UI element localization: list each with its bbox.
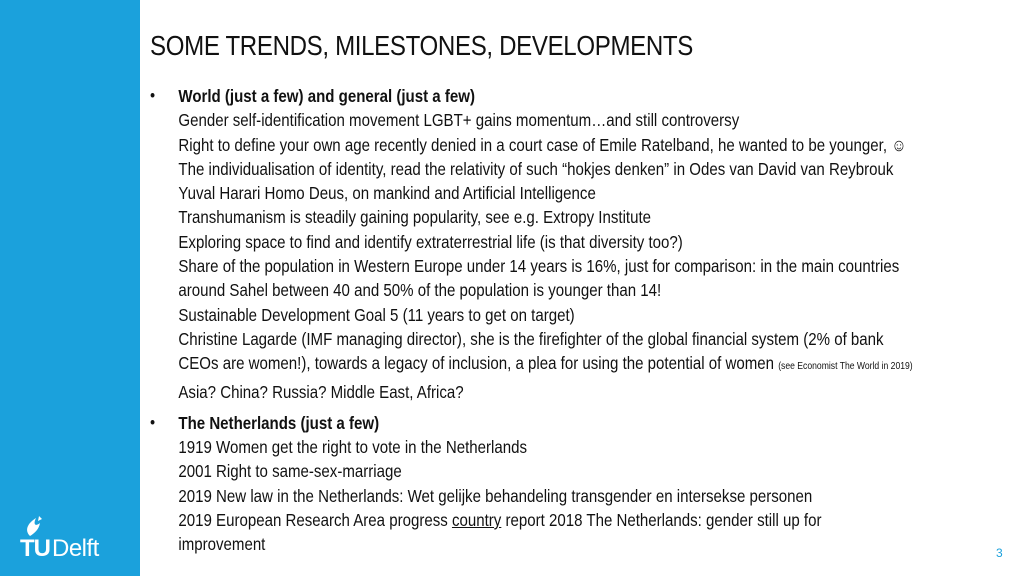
netherlands-heading: The Netherlands (just a few) — [178, 412, 380, 433]
era-prefix: 2019 European Research Area progress — [178, 510, 452, 531]
tudelft-logo — [18, 515, 128, 562]
list-item — [178, 508, 958, 532]
list-item: Gender self-identification movement LGBT+ gains momentum…and still controversy — [178, 110, 740, 131]
world-section — [150, 84, 958, 404]
country-link[interactable]: country — [451, 510, 502, 531]
list-item: Asia? China? Russia? Middle East, Africa? — [178, 381, 464, 402]
list-item: 1919 Women get the right to vote in the Netherlands — [178, 437, 527, 458]
logo-delft: Delft — [52, 535, 99, 562]
list-item: 2001 Right to same-sex-marriage — [178, 461, 402, 482]
economist-note: (see Economist The World in 2019) — [778, 361, 913, 373]
netherlands-section — [150, 411, 958, 557]
bullet: • — [150, 412, 156, 432]
list-item: 2019 New law in the Netherlands: Wet gelijke behandeling transgender en intersekse personen — [178, 485, 813, 506]
list-item: The individualisation of identity, read the relativity of such “hokjes denken” in Odes van David van Reybrouk — [178, 158, 894, 179]
bullet: • — [150, 86, 156, 105]
list-item: Right to define your own age recently denied in a court case of Emile Ratelband, he wanted to be younger, ☺ — [178, 134, 907, 155]
list-item: Sustainable Development Goal 5 (11 years to get on target) — [178, 304, 575, 325]
list-item — [178, 351, 958, 379]
sidebar — [0, 0, 140, 576]
logo-tu: TU — [20, 535, 50, 562]
list-item: Christine Lagarde (IMF managing director), she is the firefighter of the global financial system (2% of bank — [178, 328, 884, 349]
world-heading: World (just a few) and general (just a few) — [178, 86, 475, 106]
page-number: 3 — [996, 546, 1003, 560]
slide-title: SOME TRENDS, MILESTONES, DEVELOPMENTS — [150, 30, 694, 61]
era-suffix: report 2018 The Netherlands: gender still up for — [501, 510, 822, 531]
list-item: Share of the population in Western Europe under 14 years is 16%, just for comparison: in the main countries — [178, 256, 900, 277]
list-item: Transhumanism is steadily gaining popularity, see e.g. Extropy Institute — [178, 207, 652, 228]
flame-icon — [18, 515, 48, 537]
ceo-line: CEOs are women!), towards a legacy of inclusion, a plea for using the potential of women — [178, 353, 779, 374]
list-item: improvement — [178, 534, 266, 555]
slide-content — [150, 84, 958, 564]
list-item: Yuval Harari Homo Deus, on mankind and Artificial Intelligence — [178, 183, 596, 204]
list-item: Exploring space to find and identify extraterrestrial life (is that diversity too?) — [178, 231, 683, 252]
list-item: around Sahel between 40 and 50% of the population is younger than 14! — [178, 280, 662, 301]
